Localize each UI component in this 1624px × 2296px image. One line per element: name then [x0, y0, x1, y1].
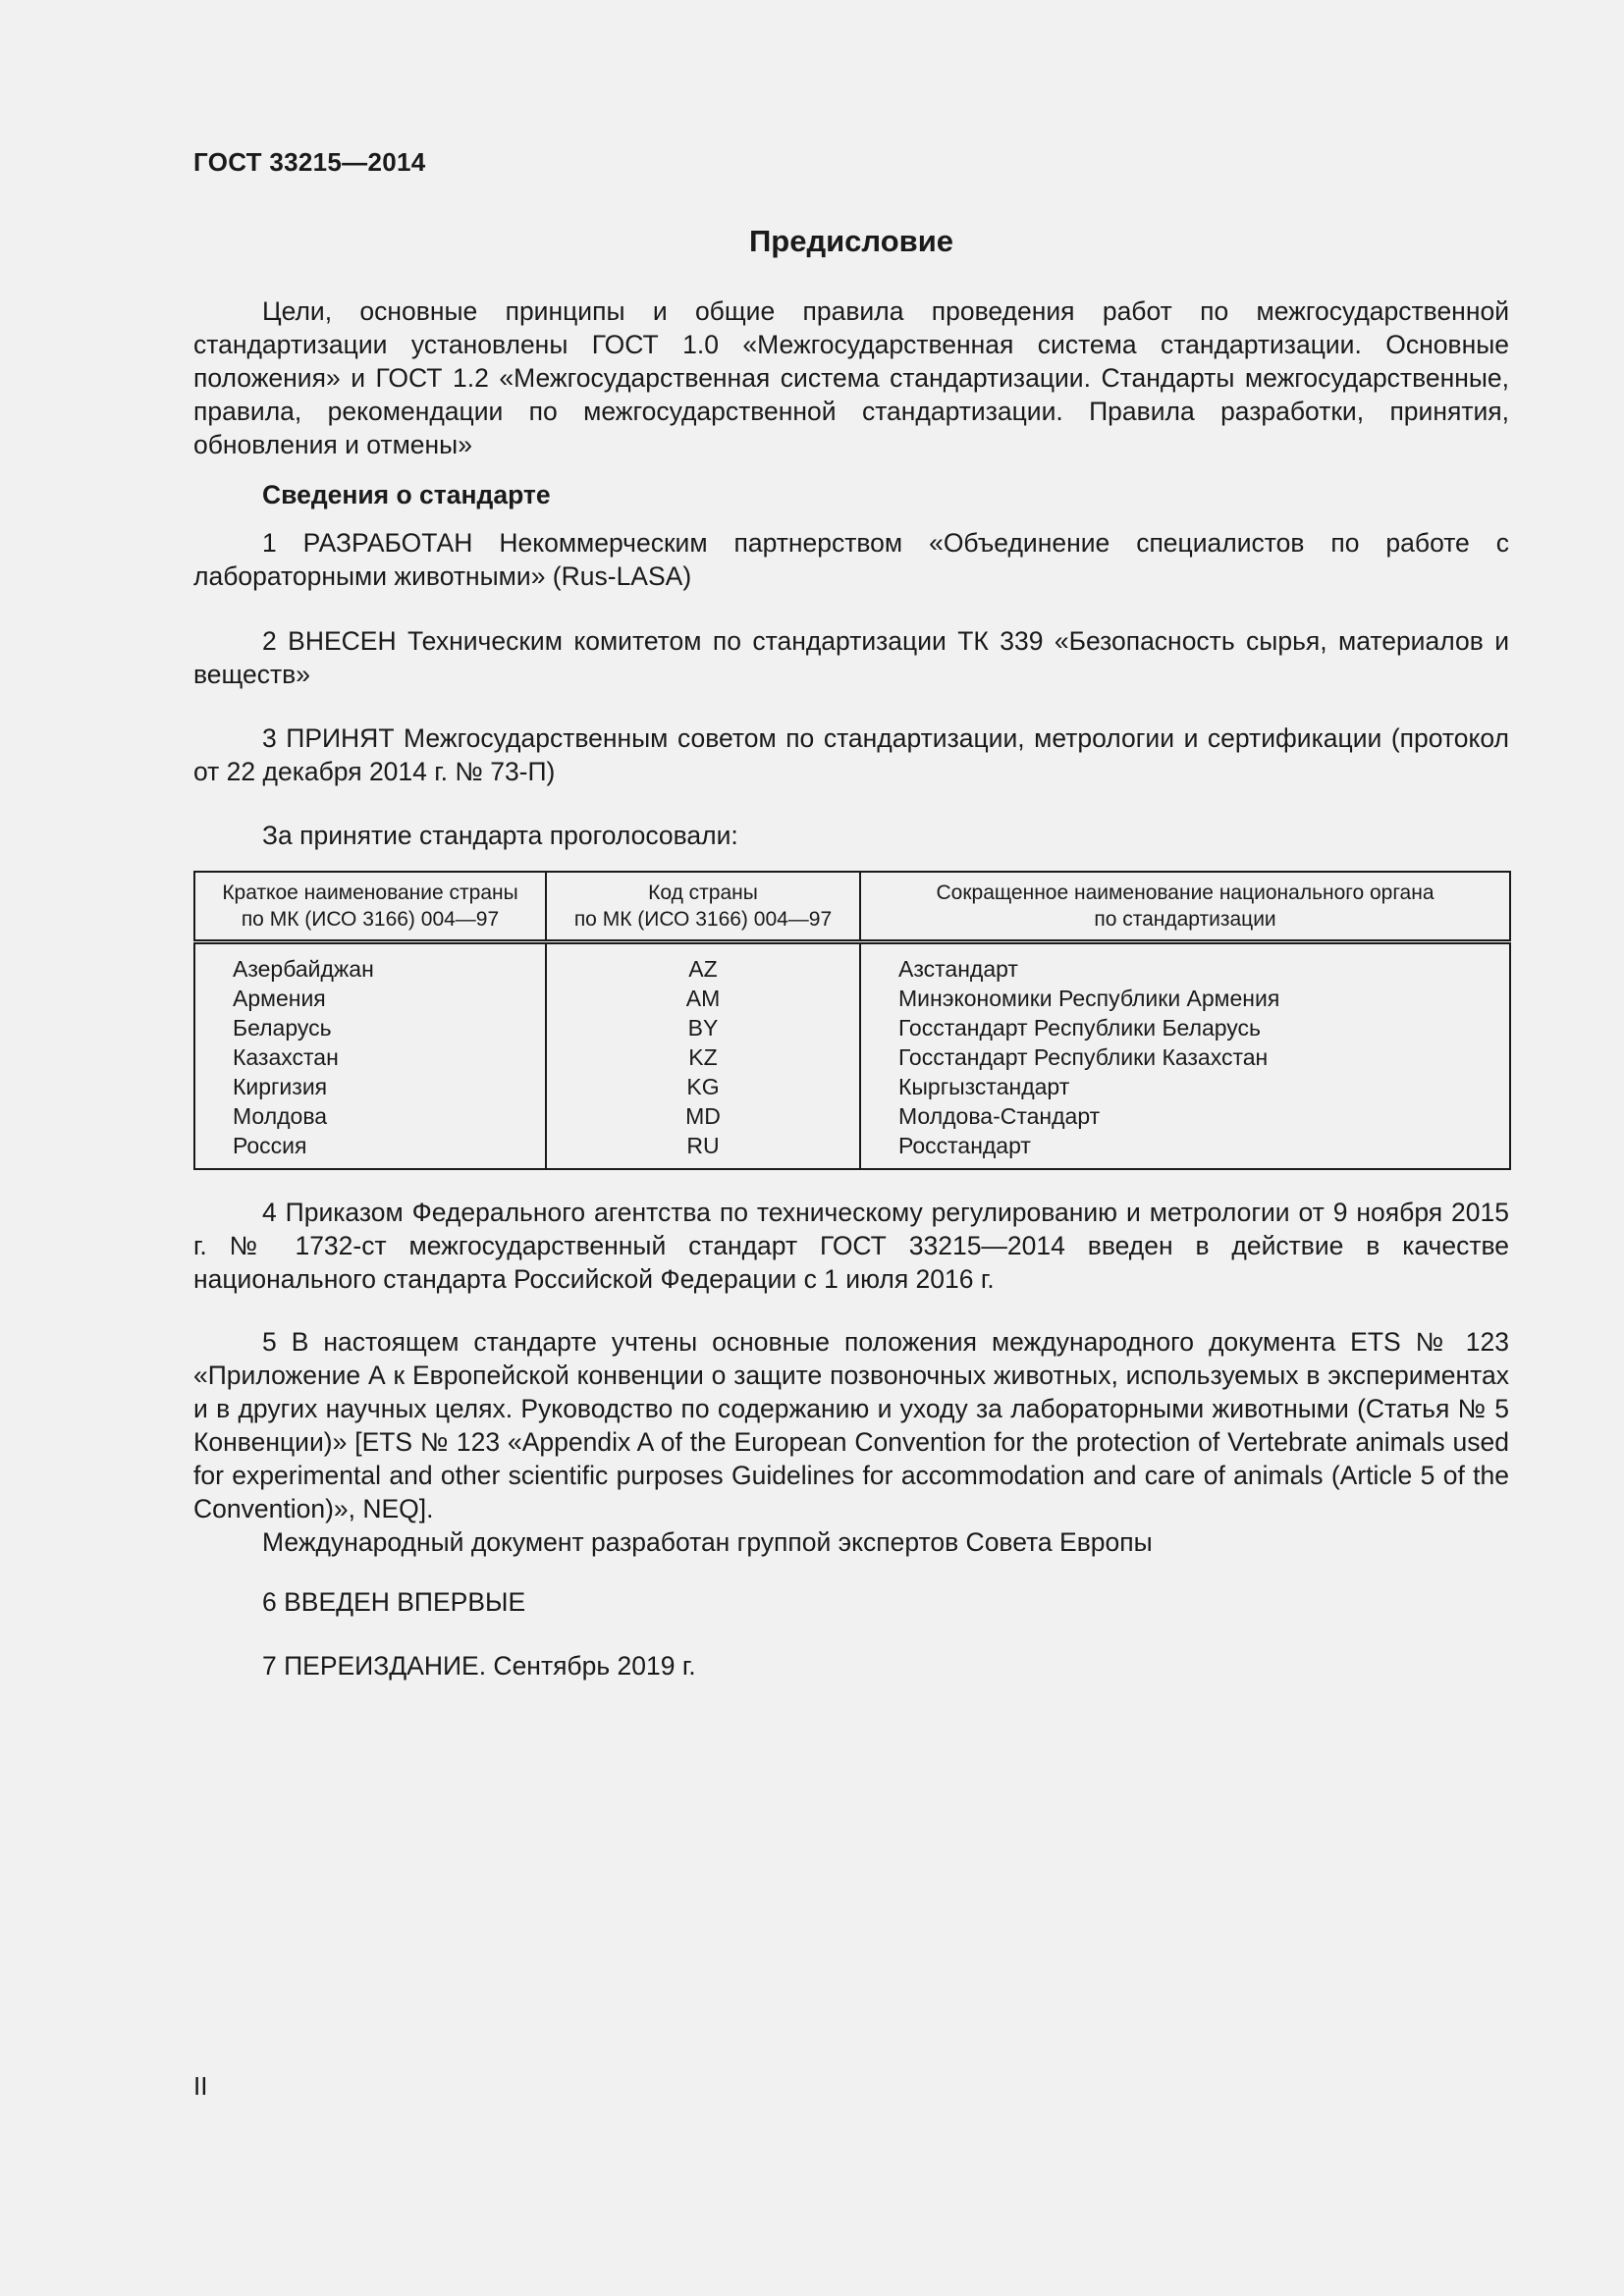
cell-country: Беларусь: [194, 1013, 546, 1042]
header-code: Код страны по МК (ИСО 3166) 004—97: [546, 872, 860, 942]
item-3-text: 3 ПРИНЯТ Межгосударственным советом по стандартизации, метрологии и сертификации (протокол от 22 декабря 2014 г. № 73-П): [193, 723, 1509, 786]
table-header-row: [194, 872, 1510, 942]
cell-code: AZ: [546, 942, 860, 985]
info-heading-text: Сведения о стандарте: [262, 480, 551, 509]
cell-organ: Молдова-Стандарт: [860, 1101, 1510, 1131]
table-row: [194, 1072, 1510, 1101]
item-4: [193, 1196, 1509, 1296]
item-4-text: 4 Приказом Федерального агентства по техническому регулированию и метрологии от 9 ноября 2015 г. № 1732-ст межгосударственный стандарт ГОСТ 33215—2014 введен в действие в качестве национального стандарта Российской Федерации с 1 июля 2016 г.: [193, 1198, 1509, 1294]
page-title: Предисловие: [748, 224, 953, 258]
item-2: [193, 624, 1509, 691]
cell-organ: Минэкономики Республики Армения: [860, 984, 1510, 1013]
cell-code: KG: [546, 1072, 860, 1101]
cell-organ: Азстандарт: [860, 942, 1510, 985]
header-country: Краткое наименование страны по МК (ИСО 3166) 004—97: [194, 872, 546, 942]
item-1-text: 1 РАЗРАБОТАН Некоммерческим партнерством «Объединение специалистов по работе с лабораторными животными» (Rus-LASA): [193, 528, 1509, 591]
item-6: [193, 1585, 1509, 1619]
item-6-text: 6 ВВЕДЕН ВПЕРВЫЕ: [262, 1587, 526, 1617]
cell-country: Азербайджан: [194, 942, 546, 985]
item-5-note: Международный документ разработан группой экспертов Совета Европы: [262, 1527, 1153, 1557]
cell-organ: Кыргызстандарт: [860, 1072, 1510, 1101]
cell-country: Молдова: [194, 1101, 546, 1131]
item-7: [193, 1649, 1509, 1682]
vote-intro: [193, 819, 1509, 852]
vote-intro-text: За принятие стандарта проголосовали:: [262, 821, 738, 850]
info-heading: [193, 478, 1509, 511]
table-row: [194, 1101, 1510, 1131]
intro-text: Цели, основные принципы и общие правила проведения работ по межгосударственной стандартизации установлены ГОСТ 1.0 «Межгосударственная система стандартизации. Основные положения» и ГОСТ 1.2 «Межгосударственная система стандартизации. Стандарты межгосударственные, правила, рекомендации по межгосударственной стандартизации. Правила разработки, принятия, обновления и отмены»: [193, 296, 1509, 459]
cell-code: RU: [546, 1131, 860, 1169]
table-row: [194, 984, 1510, 1013]
intro-paragraph: [193, 294, 1509, 461]
item-5-text: 5 В настоящем стандарте учтены основные положения международного документа ETS № 123 «Приложение А к Европейской конвенции о защите позвоночных животных, используемых в экспериментах и в других научных целях. Руководство по содержанию и уходу за лабораторными животными (Статья № 5 Конвенции)» [ETS № 123 «Appendix A of the European Convention for the protection of Vertebrate animals used for experimental and other scientific purposes Guidelines for accommodation and care of animals (Article 5 of the Convention)», NEQ].: [193, 1327, 1509, 1523]
item-5: [193, 1325, 1509, 1559]
item-2-text: 2 ВНЕСЕН Техническим комитетом по стандартизации ТК 339 «Безопасность сырья, материалов и веществ»: [193, 626, 1509, 689]
table-row: [194, 942, 1510, 985]
cell-organ: Госстандарт Республики Беларусь: [860, 1013, 1510, 1042]
table-row: [194, 1042, 1510, 1072]
cell-organ: Госстандарт Республики Казахстан: [860, 1042, 1510, 1072]
page-number: II: [193, 2071, 208, 2101]
cell-code: BY: [546, 1013, 860, 1042]
header-organ: Сокращенное наименование национального органа по стандартизации: [860, 872, 1510, 942]
table-row: [194, 1131, 1510, 1169]
cell-code: KZ: [546, 1042, 860, 1072]
cell-organ: Росстандарт: [860, 1131, 1510, 1169]
cell-country: Киргизия: [194, 1072, 546, 1101]
document-code: ГОСТ 33215—2014: [193, 147, 426, 177]
cell-country: Армения: [194, 984, 546, 1013]
cell-country: Казахстан: [194, 1042, 546, 1072]
cell-code: AM: [546, 984, 860, 1013]
item-7-text: 7 ПЕРЕИЗДАНИЕ. Сентябрь 2019 г.: [262, 1651, 696, 1681]
votes-table: [193, 871, 1511, 1170]
cell-country: Россия: [194, 1131, 546, 1169]
cell-code: MD: [546, 1101, 860, 1131]
item-3: [193, 721, 1509, 788]
table-row: [194, 1013, 1510, 1042]
item-1: [193, 526, 1509, 593]
